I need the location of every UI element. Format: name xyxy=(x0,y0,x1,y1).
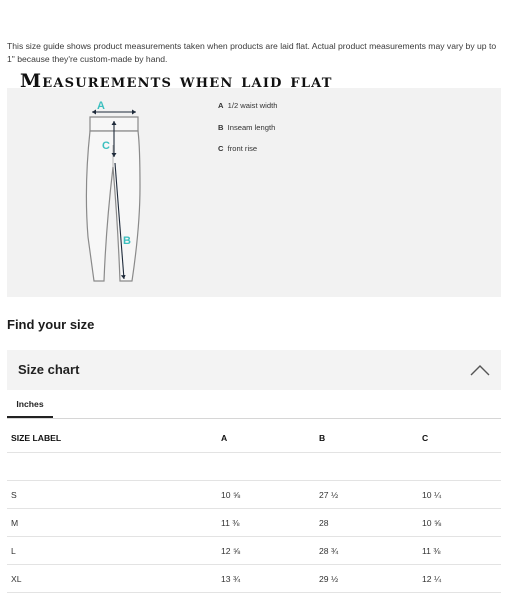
label-c: C xyxy=(102,140,110,152)
tabs-divider xyxy=(7,418,501,419)
size-chart-table xyxy=(7,423,501,593)
arrow-a-right-head xyxy=(132,110,136,115)
measurement-legend xyxy=(218,101,277,166)
tab-inches[interactable]: Inches xyxy=(7,396,53,418)
size-label-cell: XL xyxy=(7,565,217,593)
measure-c-cell: 12 ¼ xyxy=(418,565,501,593)
table-row xyxy=(7,481,501,509)
measure-a-cell: 12 ⅝ xyxy=(217,537,315,565)
legend-text: front rise xyxy=(227,144,258,153)
leggings-illustration xyxy=(80,97,152,287)
table-row xyxy=(7,509,501,537)
size-label-cell: M xyxy=(7,509,217,537)
table-row xyxy=(7,565,501,593)
measure-a-cell: 13 ¾ xyxy=(217,565,315,593)
legend-item-a xyxy=(218,101,277,123)
column-header: C xyxy=(418,423,501,453)
size-label-cell: L xyxy=(7,537,217,565)
measure-b-cell: 28 xyxy=(315,509,418,537)
measure-b-cell: 27 ½ xyxy=(315,481,418,509)
measure-c-cell: 10 ¼ xyxy=(418,481,501,509)
measure-a-cell: 10 ⅝ xyxy=(217,481,315,509)
measure-c-cell: 11 ⅜ xyxy=(418,537,501,565)
legend-item-b xyxy=(218,123,277,145)
size-label-cell: S xyxy=(7,481,217,509)
column-header: A xyxy=(217,423,315,453)
column-header: SIZE LABEL xyxy=(7,423,217,453)
legend-text: Inseam length xyxy=(227,122,276,132)
legend-letter: A xyxy=(218,101,224,110)
table-header-row xyxy=(7,423,501,453)
legend-letter: C xyxy=(218,144,224,153)
legend-item-c xyxy=(218,144,277,166)
legend-text: 1/2 waist width xyxy=(227,101,278,110)
chevron-up-icon xyxy=(470,364,490,376)
measure-b-cell: 28 ¾ xyxy=(315,537,418,565)
diagram-heading: Measurements when laid flat xyxy=(20,70,333,92)
size-chart-accordion-toggle[interactable] xyxy=(7,350,501,390)
label-b: B xyxy=(123,235,131,247)
label-a: A xyxy=(97,100,105,112)
measure-a-cell: 11 ⅜ xyxy=(217,509,315,537)
table-row xyxy=(7,537,501,565)
size-chart-title: Size chart xyxy=(18,362,80,377)
column-header: B xyxy=(315,423,418,453)
intro-text: This size guide shows product measurements taken when products are laid flat. Actual product measurements may vary by up to 1" because they're custom-made by hand. xyxy=(7,41,497,64)
legend-letter: B xyxy=(218,122,224,132)
table-spacer-row xyxy=(7,453,501,481)
measure-b-cell: 29 ½ xyxy=(315,565,418,593)
find-your-size-heading: Find your size xyxy=(7,317,95,332)
measure-c-cell: 10 ⅝ xyxy=(418,509,501,537)
arrow-a-left-head xyxy=(92,110,96,115)
